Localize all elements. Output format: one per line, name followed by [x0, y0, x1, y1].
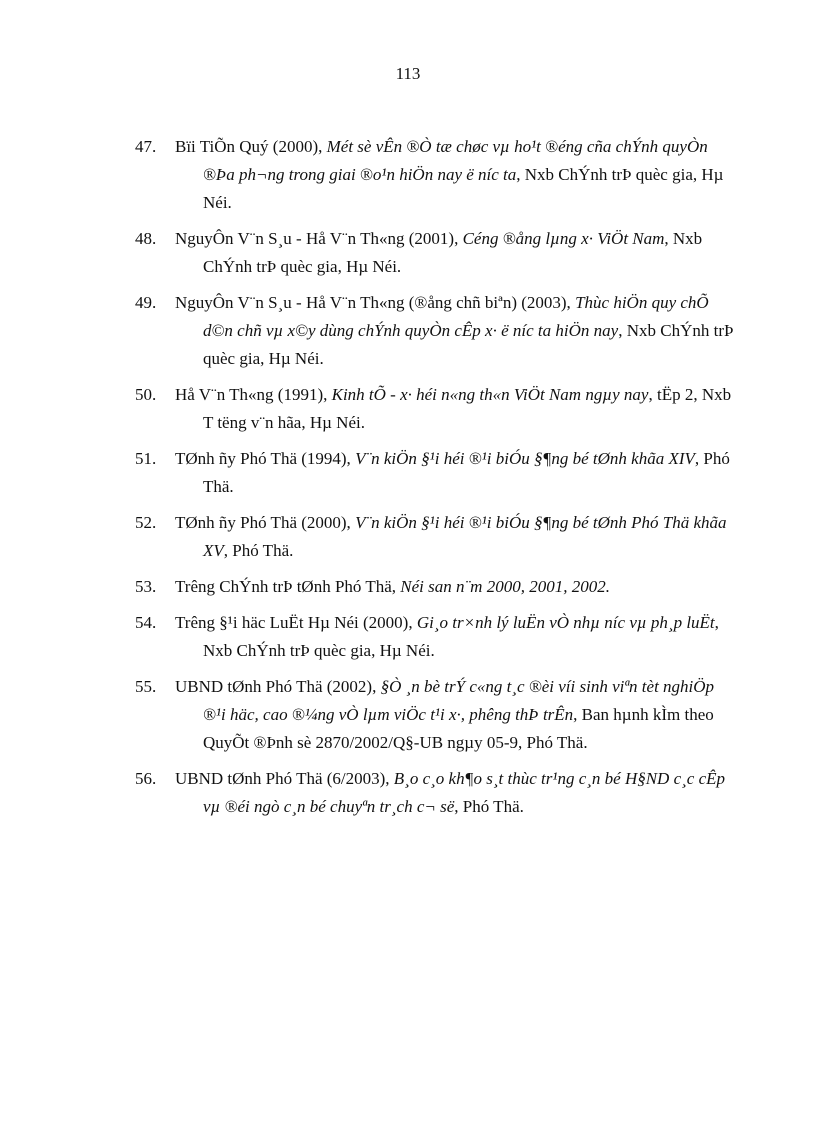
reference-publisher: , Ban hµnh kÌm theo QuyÕt ®Þnh sè 2870/2002/Q§-UB ngµy 05-9, Phó Thä. — [203, 705, 714, 752]
reference-number: 54. — [135, 613, 157, 632]
reference-author: Bïi TiÕn Quý (2000), — [175, 137, 323, 156]
reference-title: Néi san n¨m 2000, 2001, 2002. — [400, 577, 610, 596]
reference-author: UBND tØnh Phó Thä (6/2003), — [175, 769, 390, 788]
reference-publisher: , Phó Thä. — [223, 541, 294, 560]
reference-publisher: , Nxb ChÝnh trÞ quèc gia, Hµ Néi. — [203, 321, 734, 368]
reference-author: Hå V¨n Th«ng (1991), — [175, 385, 328, 404]
reference-publisher: , Phó Thä. — [454, 797, 524, 816]
reference-number: 56. — [135, 769, 157, 788]
reference-item — [135, 609, 740, 665]
reference-item — [135, 381, 740, 437]
reference-author: UBND tØnh Phó Thä (2002), — [175, 677, 377, 696]
reference-author: TØnh ñy Phó Thä (1994), — [175, 449, 351, 468]
reference-number: 50. — [135, 385, 157, 404]
reference-list — [135, 133, 740, 829]
reference-title: Kinh tÕ - x· héi n«ng th«n ViÖt Nam ngµy nay — [331, 385, 649, 404]
reference-author: NguyÔn V¨n S¸u - Hå V¨n Th«ng (2001), — [175, 229, 459, 248]
reference-number: 53. — [135, 577, 157, 596]
reference-publisher: , Phó Thä. — [203, 449, 730, 496]
reference-item — [135, 133, 740, 217]
reference-author: Trêng ChÝnh trÞ tØnh Phó Thä, — [175, 577, 397, 596]
reference-item — [135, 289, 740, 373]
reference-title: Thùc hiÖn quy chÕ d©n chñ vµ x©y dùng chÝnh quyÒn cÊp x· ë níc ta hiÖn nay — [203, 293, 709, 340]
reference-publisher: , Nxb ChÝnh trÞ quèc gia, Hµ Néi. — [203, 229, 703, 276]
reference-item — [135, 573, 740, 601]
reference-number: 49. — [135, 293, 157, 312]
reference-item — [135, 765, 740, 821]
reference-number: 51. — [135, 449, 157, 468]
reference-number: 52. — [135, 513, 157, 532]
reference-title: Gi¸o tr×nh lý luËn vÒ nhµ níc vµ ph¸p luËt — [416, 613, 715, 632]
reference-item — [135, 673, 740, 757]
reference-item — [135, 225, 740, 281]
reference-number: 47. — [135, 137, 157, 156]
reference-publisher: , Nxb ChÝnh trÞ quèc gia, Hµ Néi. — [203, 613, 719, 660]
reference-author: TØnh ñy Phó Thä (2000), — [175, 513, 351, 532]
reference-title: §Ò ¸n bè trÝ c«ng t¸c ®èi víi sinh viªn tèt nghiÖp ®¹i häc, cao ®¼ng vÒ lµm viÖc t¹i x·, phêng thÞ trÊn — [203, 677, 715, 724]
reference-publisher: , Nxb ChÝnh trÞ quèc gia, Hµ Néi. — [203, 165, 724, 212]
page-number: 113 — [395, 64, 421, 83]
reference-publisher: , tËp 2, Nxb T tëng v¨n hãa, Hµ Néi. — [203, 385, 732, 432]
reference-title: Mét sè vÊn ®Ò tæ chøc vµ ho¹t ®éng cña chÝnh quyÒn ®Þa ph¬ng trong giai ®o¹n hiÖn nay ë níc ta — [203, 137, 708, 184]
reference-title: V¨n kiÖn §¹i héi ®¹i biÓu §¶ng bé tØnh khãa XIV — [355, 449, 695, 468]
reference-title: V¨n kiÖn §¹i héi ®¹i biÓu §¶ng bé tØnh Phó Thä khãa XV — [203, 513, 727, 560]
reference-title: B¸o c¸o kh¶o s¸t thùc tr¹ng c¸n bé H§ND c¸c cÊp vµ ®éi ngò c¸n bé chuyªn tr¸ch c¬ së — [203, 769, 726, 816]
reference-item — [135, 509, 740, 565]
reference-number: 55. — [135, 677, 157, 696]
reference-title: Céng ®ång lµng x· ViÖt Nam — [462, 229, 665, 248]
reference-author: NguyÔn V¨n S¸u - Hå V¨n Th«ng (®ång chñ biªn) (2003), — [175, 293, 571, 312]
reference-author: Trêng §¹i häc LuËt Hµ Néi (2000), — [175, 613, 413, 632]
reference-number: 48. — [135, 229, 157, 248]
reference-item — [135, 445, 740, 501]
